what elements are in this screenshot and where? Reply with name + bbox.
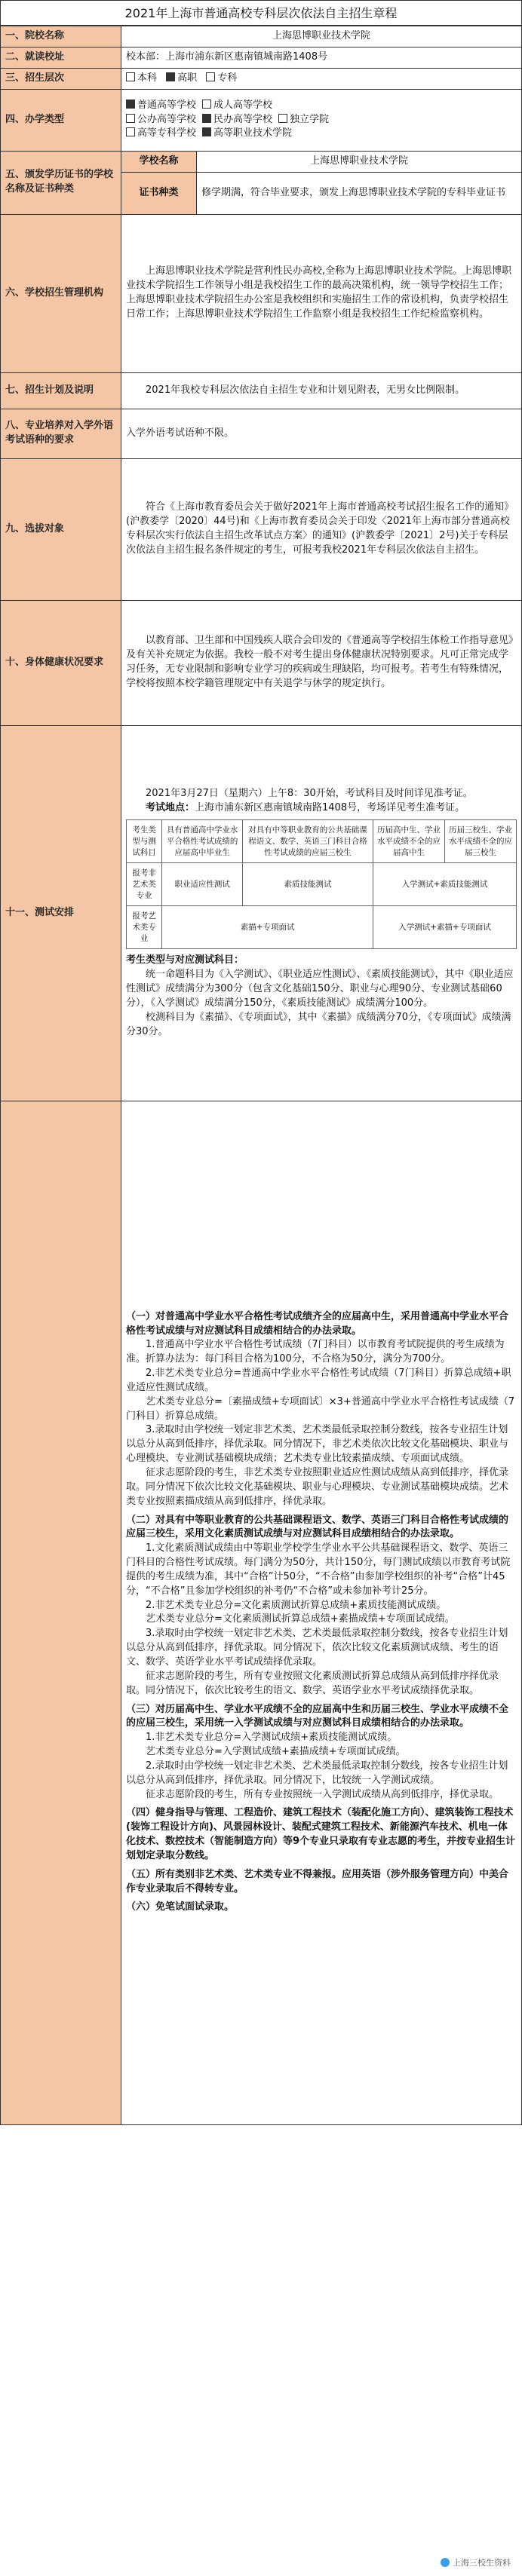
row-type (1, 89, 522, 151)
td-art-past: 入学测试+素描+专项面试 (373, 906, 517, 949)
s1-p3: 艺术类专业总分=〔素描成绩+专项面试〕×3+普通高中学业水平合格性考试成绩（7门科目）折算总成绩。 (126, 1395, 515, 1422)
option-vocational: 高职 (166, 72, 197, 86)
td-nonart: 报考非艺术类专业 (127, 863, 162, 906)
value-school-name: 上海思博职业技术学院 (121, 26, 522, 47)
label-target: 九、选拔对象 (1, 458, 121, 600)
s3-title: （三）对历届高中生、学业水平成绩不全的应届高中生和历届三校生、学业水平成绩不全的应届三校生，采用统一入学测试成绩与对应测试科目成绩相结合的办法录取。 (126, 1703, 509, 1729)
school-exam-text: 校测科目为《素描》、《专项面试》，其中《素描》成绩满分70分，《专项面试》成绩满分30分。 (126, 1011, 511, 1037)
row-org (1, 214, 522, 372)
th-hs: 具有普通高中学业水平合格性考试成绩的应届高中毕业生 (162, 820, 243, 863)
value-type: 普通高等学校 成人高等学校 公办高等学校 民办高等学校 独立学院 高等专科学校 高等职业技术学院 (121, 89, 522, 151)
label-school-name: 一、院校名称 (1, 26, 121, 47)
s1-p5: 征求志愿阶段的考生，非艺术类专业按照职业适应性测试成绩从高到低排序，择优录取。同分情况下依次比较文化基础模块、职业与心理模块、专业测试基础模块成绩。艺术类专业按照素描成绩从高到低排序，择优录取。 (126, 1467, 509, 1507)
checkbox-polytechnic-checked (202, 127, 211, 136)
value-health: 以教育部、卫生部和中国残疾人联合会印发的《普通高等学校招生体检工作指导意见》及有关补充规定为依据。我校一般不对考生提出身体健康状况特别要求。凡可正常完成学习任务，无专业限制和影响专业学习的疾病或生理缺陷，均可报考。若考生有特殊情况，学校将按照本校学籍管理规定中有关退学与休学的规定执行。 (121, 600, 522, 725)
s3-p1: 1.非艺术类专业总分=入学测试成绩+素质技能测试成绩。 (146, 1732, 398, 1744)
th-sanxiao: 对具有中等职业教育的公共基础课程语文、数学、英语三门科目合格性考试成绩的应届三校生 (243, 820, 373, 863)
s5-title: （五）所有类别非艺术类、艺术类专业不得兼报。应用英语（涉外服务管理方向）中美合作专业录取后不得转专业。 (126, 1868, 509, 1894)
charter-table (0, 26, 522, 2125)
s2-p4: 3.录取时由学校统一划定非艺术类、艺术类最低录取控制分数线，按各专业招生计划以总分从高到低排序，择优录取。同分情况下，依次比较文化素质测试成绩、考生的语文、数学、英语学业水平考试成绩择优录取。 (126, 1628, 508, 1668)
checkbox-private-checked (202, 114, 211, 123)
checkbox-vocational-checked (166, 72, 175, 81)
s3-p2: 艺术类专业总分=入学测试成绩+素描成绩+专项面试成绩。 (146, 1746, 406, 1758)
row-test (1, 725, 522, 1101)
row-lang (1, 409, 522, 458)
label-org: 六、学校招生管理机构 (1, 214, 121, 372)
s6-title: （六）免笔试面试录取。 (126, 1901, 235, 1913)
s3-p4: 征求志愿阶段的考生，所有专业按照统一入学测试成绩从高到低排序，择优录取。 (146, 1788, 499, 1800)
checkbox-college (126, 127, 135, 136)
subjects-label: 考生类型与对应测试科目： (126, 954, 244, 966)
value-plan: 2021年我校专科层次依法自主招生专业和计划见附表，无男女比例限制。 (121, 372, 522, 409)
row-health (1, 600, 522, 725)
value-cert-school: 上海思博职业技术学院 (197, 151, 522, 172)
label-cert-kind: 证书种类 (121, 172, 197, 214)
row-admission (1, 1101, 522, 2124)
option-undergrad: 本科 (126, 72, 157, 86)
test-subject-table (126, 819, 517, 949)
row-level (1, 68, 522, 89)
value-cert-kind: 修学期满，符合毕业要求，颁发上海思博职业技术学院的专科毕业证书 (197, 172, 522, 214)
checkbox-independent (278, 114, 287, 123)
wechat-logo-icon (441, 2558, 450, 2567)
s2-p3: 艺术类专业总分=文化素质测试折算总成绩+素描成绩+专项面试成绩。 (146, 1613, 455, 1625)
label-plan: 七、招生计划及说明 (1, 372, 121, 409)
s1-p2: 2.非艺术类专业总分=普通高中学业水平合格性考试成绩（7门科目）折算总成绩+职业适应性测试成绩。 (126, 1368, 511, 1393)
td-art: 报考艺术类专业 (127, 906, 162, 949)
s2-p2: 2.非艺术类专业总分=文化素质测试折算总成绩+素质技能测试成绩。 (146, 1599, 447, 1611)
td-nonart-sanxiao: 素质技能测试 (243, 863, 373, 906)
checkbox-undergrad (126, 72, 135, 81)
test-time: 2021年3月27日（星期六）上午8：30开始，考试科目及时间详见准考证。 (146, 787, 473, 799)
test-place: 考试地点：上海市浦东新区惠南镇城南路1408号，考场详见考生准考证。 (146, 801, 465, 813)
s2-p5: 征求志愿阶段的考生，所有专业按照文化素质测试折算总成绩从高到低排序择优录取。同分情况下，依次比较考生的语文、数学、英语学业水平考试成绩择优录取。 (126, 1670, 499, 1696)
th-past-sanxiao: 历届三校生、学业水平成绩不全的应届三校生 (445, 820, 517, 863)
s1-title: （一）对普通高中学业水平合格性考试成绩齐全的应届高中生，采用普通高中学业水平合格性考试成绩与对应测试科目成绩相结合的办法录取。 (126, 1310, 509, 1337)
row-target (1, 458, 522, 600)
value-test (121, 725, 522, 1101)
td-nonart-past: 入学测试+素质技能测试 (373, 863, 517, 906)
label-type: 四、办学类型 (1, 89, 121, 151)
option-junior: 专科 (206, 72, 237, 86)
th-type: 考生类型与测试科目 (127, 820, 162, 863)
value-level (121, 68, 522, 89)
row-cert-school (1, 151, 522, 172)
subjects-text: 统一命题科目为《入学测试》、《职业适应性测试》、《素质技能测试》，其中《职业适应性测试》成绩满分为300分（包含文化基础150分、职业与心理90分、专业测试基础60分），《入学测试》成绩满分150分，《素质技能测试》成绩满分100分。 (126, 969, 514, 1009)
label-level: 三、招生层次 (1, 68, 121, 89)
row-school-name (1, 26, 522, 47)
value-target: 符合《上海市教育委员会关于做好2021年上海市普通高校考试招生报名工作的通知》(沪教委学〔2020〕44号)和《上海市教育委员会关于印发〈2021年上海市部分普通高校专科层次实行依法自主招生改革试点方案〉的通知》(沪教委学〔2021〕2号)关于专科层次依法自主招生报名条件规定的考生，可报考我校2021年专科层次依法自主招生。 (121, 458, 522, 600)
value-org: 上海思博职业技术学院是营利性民办高校,全称为上海思博职业技术学院。上海思博职业技术学院招生工作领导小组是我校招生工作的最高决策机构，统一领导学校招生工作；上海思博职业技术学院招生办公室是我校组织和实施招生工作的常设机构，负责学校招生日常工作；上海思博职业技术学院招生工作监察小组是我校招生工作纪检监察机构。 (121, 214, 522, 372)
s3-p3: 2.录取时由学校统一划定非艺术类、艺术类最低录取控制分数线，按各专业招生计划以总分从高到低排序，择优录取。同分情况下，比较统一入学测试成绩。 (126, 1760, 508, 1786)
s1-p1: 1.普通高中学业水平合格性考试成绩（7门科目）以市教育考试院提供的考生成绩为准。折算办法为：每门科目合格为100分，不合格为50分，满分为700分。 (126, 1339, 505, 1365)
label-campus: 二、就读校址 (1, 47, 121, 68)
checkbox-adult (202, 100, 211, 109)
s4-title: （四）健身指导与管理、工程造价、建筑工程技术（装配化施工方向）、建筑装饰工程技术(装饰工程设计方向)、风景园林设计、装配式建筑工程技术、新能源汽车技术、机电一体化技术、数控技术（智能制造方向）等9个专业只录取有专业志愿的考生，并按专业招生计划划定录取分数线。 (126, 1807, 516, 1861)
label-health: 十、身体健康状况要求 (1, 600, 121, 725)
label-cert-school: 学校名称 (121, 151, 197, 172)
s2-title: （二）对具有中等职业教育的公共基础课程语文、数学、英语三门科目合格性考试成绩的应届三校生，采用文化素质测试成绩与对应测试科目成绩相结合的办法录取。 (126, 1514, 509, 1540)
label-test: 十一、测试安排 (1, 725, 121, 1101)
row-plan (1, 372, 522, 409)
td-art-current: 素描+专项面试 (162, 906, 373, 949)
value-lang: 入学外语考试语种不限。 (121, 409, 522, 458)
s1-p4: 3.录取时由学校统一划定非艺术类、艺术类最低录取控制分数线，按各专业招生计划以总分从高到低排序，择优录取。同分情况下，非艺术类依次比较文化基础模块、职业与心理模块、专业测试基础模块成绩；艺术类专业比较素描成绩、专项面试成绩。 (126, 1424, 509, 1465)
row-campus (1, 47, 522, 68)
value-campus: 校本部：上海市浦东新区惠南镇城南路1408号 (121, 47, 522, 68)
label-admission (1, 1101, 121, 2124)
checkbox-public (126, 114, 135, 123)
value-admission (121, 1101, 522, 2124)
checkbox-junior (206, 72, 215, 81)
checkbox-regular-checked (126, 100, 135, 109)
s2-p1: 1.文化素质测试成绩由中等职业学校学生学业水平公共基础课程语文、数学、英语三门科目的合格性考试成绩。每门满分为50分，共计150分，每门测试成绩以市教育考试院提供的考生成绩为准，其中“合格”计50分，“不合格”由参加学校组织的补考“合格”计45分，“不合格”且参加学校组织的补考仍“不合格”或未参加补考计25分。 (126, 1542, 511, 1597)
page-title: 2021年上海市普通高校专科层次依法自主招生章程 (0, 0, 522, 26)
label-lang: 八、专业培养对入学外语考试语种的要求 (1, 409, 121, 458)
td-nonart-hs: 职业适应性测试 (162, 863, 243, 906)
label-cert: 五、颁发学历证书的学校名称及证书种类 (1, 151, 121, 214)
th-past-hs: 历届高中生、学业水平成绩不全的应届高中生 (373, 820, 445, 863)
watermark: 上海三校生资料 (437, 2555, 514, 2570)
